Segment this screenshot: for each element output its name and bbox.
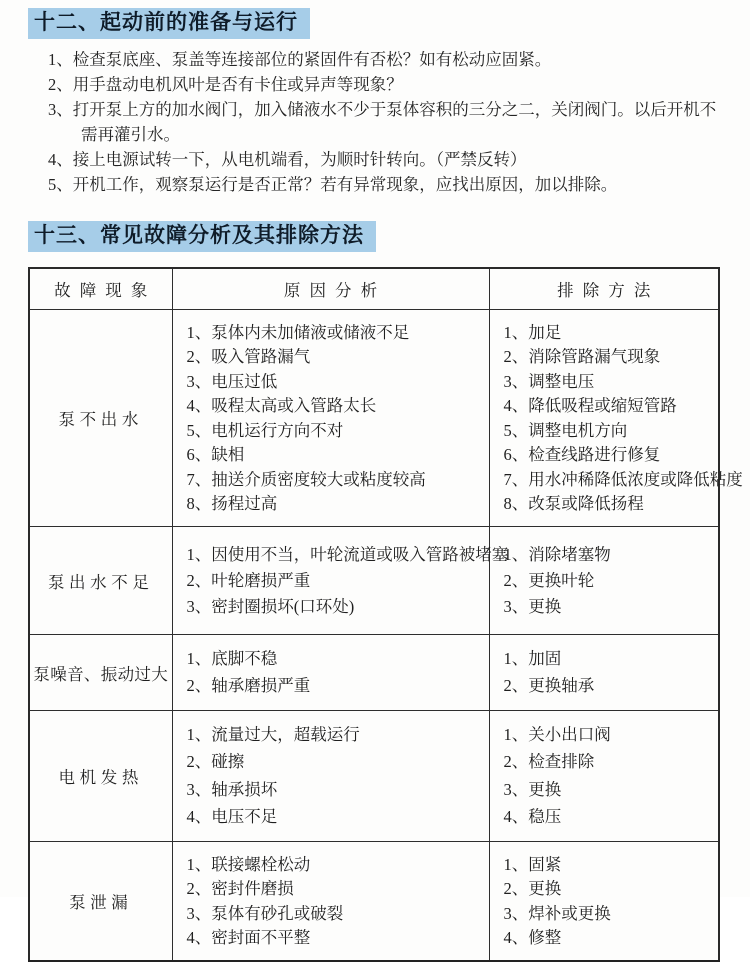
col-header-remedy: 排除方法 (489, 268, 719, 310)
remedy-cell (489, 711, 719, 842)
remedy-item: 4、降低吸程或缩短管路 (503, 396, 677, 416)
cause-item: 1、泵体内未加储液或储液不足 (186, 322, 410, 342)
fault-cell: 泵出水不足 (29, 527, 172, 635)
section-title-startup: 十二、起动前的准备与运行 (28, 8, 310, 39)
table-row (29, 635, 719, 711)
remedy-cell (489, 527, 719, 635)
remedy-cell (489, 842, 719, 962)
table-row (29, 842, 719, 962)
cause-item: 3、轴承损坏 (186, 779, 278, 799)
table-row (29, 711, 719, 842)
section-startup-preparation (28, 8, 720, 197)
cause-cell (172, 527, 509, 635)
startup-steps-list (28, 47, 720, 197)
fault-cell: 泵噪音、振动过大 (29, 635, 172, 711)
remedy-item: 1、加足 (503, 322, 562, 342)
remedy-cell (489, 310, 743, 527)
cause-item: 5、电机运行方向不对 (186, 420, 344, 440)
remedy-item: 3、焊补或更换 (503, 903, 611, 923)
cause-item: 4、吸程太高或入管路太长 (186, 396, 377, 416)
fault-table (28, 267, 743, 962)
cause-item: 4、电压不足 (186, 807, 278, 827)
remedy-item: 1、消除堵塞物 (503, 545, 611, 565)
fault-cell: 泵泄漏 (29, 842, 172, 962)
fault-table-body (29, 310, 743, 962)
fault-table-header (29, 268, 719, 310)
cause-item: 7、抽送介质密度较大或粘度较高 (186, 469, 426, 489)
cause-item: 3、电压过低 (186, 371, 278, 391)
cause-item: 8、扬程过高 (186, 494, 278, 514)
remedy-item: 2、更换轴承 (503, 676, 595, 696)
col-header-cause: 原因分析 (172, 268, 489, 310)
remedy-item: 2、更换 (503, 879, 562, 899)
remedy-item: 8、改泵或降低扬程 (503, 494, 644, 514)
remedy-item: 4、稳压 (503, 807, 562, 827)
cause-item: 1、流量过大，超载运行 (186, 724, 360, 744)
cause-cell (172, 711, 489, 842)
remedy-item: 1、固紧 (503, 854, 562, 874)
cause-item: 1、底脚不稳 (186, 648, 278, 668)
table-row (29, 527, 719, 635)
cause-item: 3、泵体有砂孔或破裂 (186, 903, 344, 923)
remedy-cell (489, 635, 719, 711)
startup-step: 4、接上电源试转一下，从电机端看，为顺时针转向。（严禁反转） (48, 150, 527, 170)
cause-cell (172, 635, 489, 711)
startup-step: 3、打开泵上方的加水阀门，加入储液水不少于泵体容积的三分之二，关闭阀门。以后开机不需再灌引水。 (48, 100, 717, 145)
fault-cell: 泵不出水 (29, 310, 172, 527)
cause-item: 2、吸入管路漏气 (186, 347, 311, 367)
remedy-item: 6、检查线路进行修复 (503, 445, 661, 465)
table-row (29, 310, 719, 527)
cause-item: 2、叶轮磨损严重 (186, 571, 311, 591)
remedy-item: 2、检查排除 (503, 752, 595, 772)
cause-item: 2、轴承磨损严重 (186, 676, 311, 696)
startup-step: 5、开机工作，观察泵运行是否正常？若有异常现象，应找出原因，加以排除。 (48, 175, 618, 195)
section-fault-analysis (28, 201, 743, 962)
cause-item: 3、密封圈损坏(口环处) (186, 597, 355, 617)
cause-item: 1、联接螺栓松动 (186, 854, 311, 874)
section-title-faults: 十三、常见故障分析及其排除方法 (28, 221, 376, 252)
remedy-item: 2、更换叶轮 (503, 571, 595, 591)
remedy-item: 1、加固 (503, 648, 562, 668)
cause-item: 2、密封件磨损 (186, 879, 294, 899)
remedy-item: 5、调整电机方向 (503, 420, 628, 440)
col-header-fault: 故障现象 (29, 268, 172, 310)
remedy-item: 3、更换 (503, 779, 562, 799)
cause-item: 4、密封面不平整 (186, 928, 311, 948)
cause-cell (172, 842, 489, 962)
remedy-item: 1、关小出口阀 (503, 724, 611, 744)
startup-step: 2、用手盘动电机风叶是否有卡住或异声等现象？ (48, 75, 403, 95)
fault-cell: 电机发热 (29, 711, 172, 842)
remedy-item: 3、调整电压 (503, 371, 595, 391)
cause-item: 1、因使用不当，叶轮流道或吸入管路被堵塞 (186, 545, 509, 565)
remedy-item: 2、消除管路漏气现象 (503, 347, 661, 367)
cause-cell (172, 310, 489, 527)
remedy-item: 7、用水冲稀降低浓度或降低粘度 (503, 469, 743, 489)
cause-item: 2、碰擦 (186, 752, 245, 772)
cause-item: 6、缺相 (186, 445, 245, 465)
remedy-item: 3、更换 (503, 597, 562, 617)
header-row (29, 268, 719, 310)
remedy-item: 4、修整 (503, 928, 562, 948)
startup-step: 1、检查泵底座、泵盖等连接部位的紧固件有否松？如有松动应固紧。 (48, 50, 552, 70)
